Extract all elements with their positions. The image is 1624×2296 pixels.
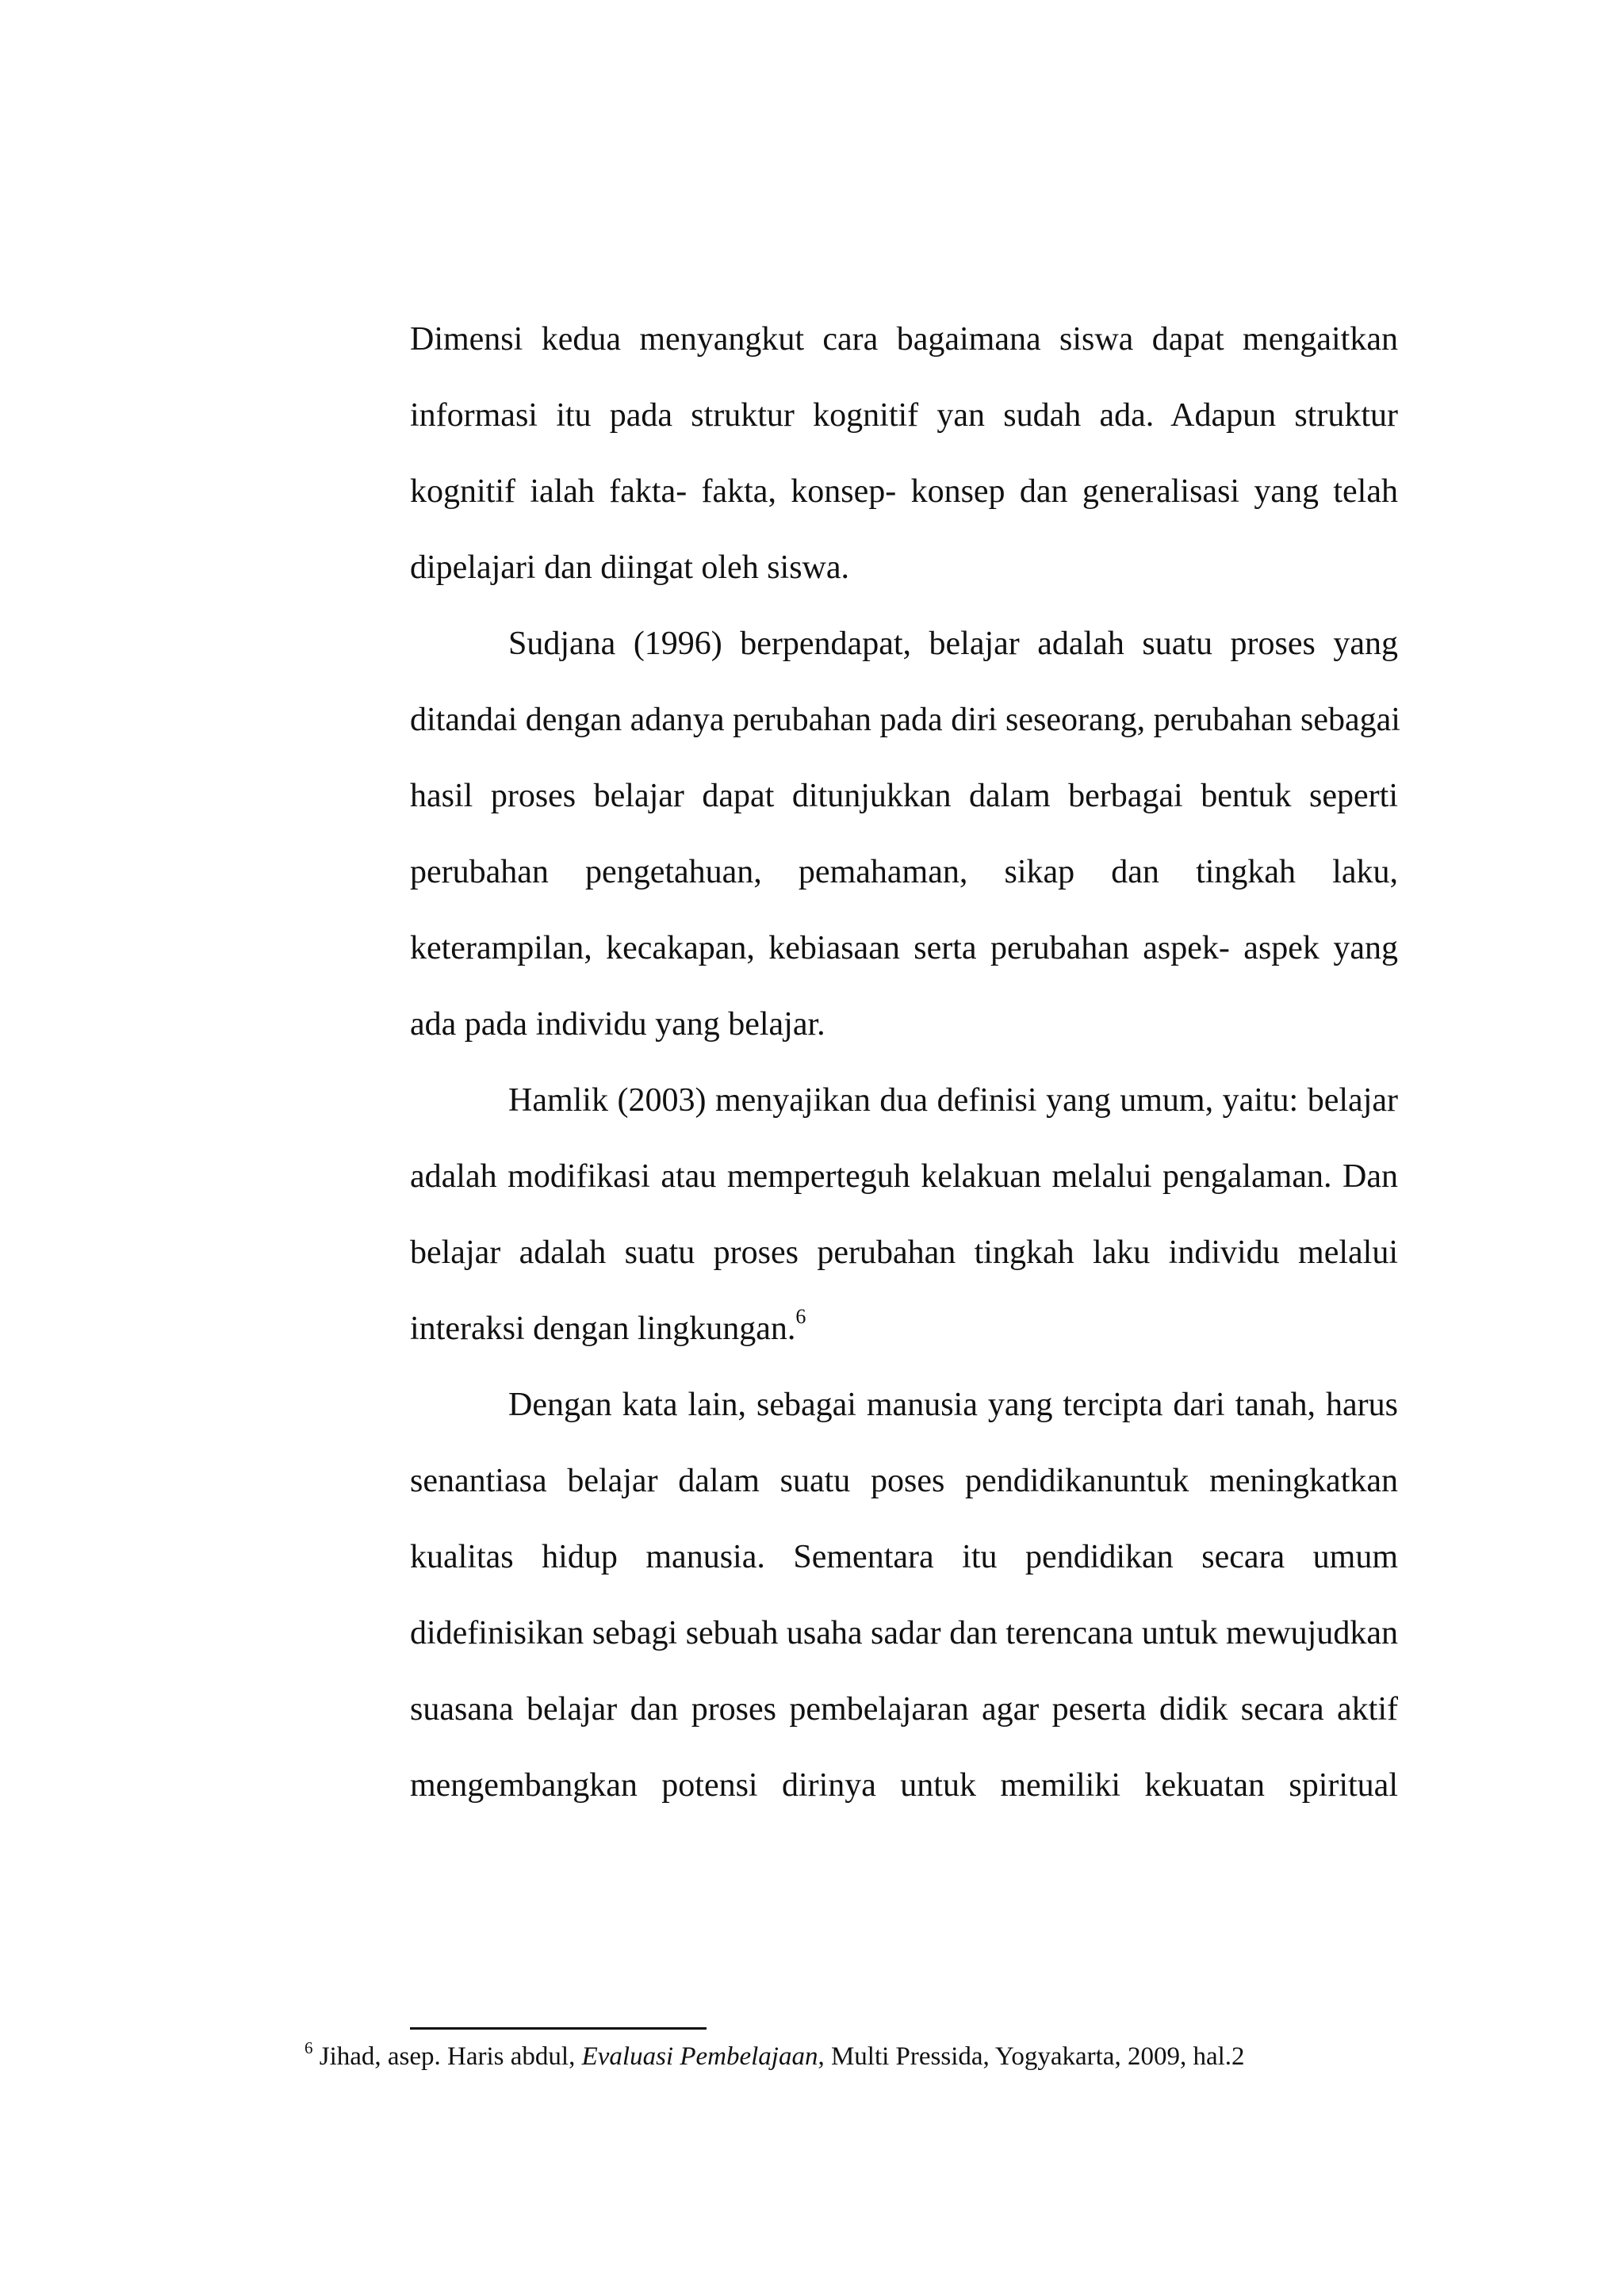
footnote-number: 6 (304, 2038, 313, 2057)
text-line: Sudjana (1996) berpendapat, belajar adalah suatu proses yang (508, 626, 1398, 662)
text-line: didefinisikan sebagi sebuah usaha sadar dan terencana untuk mewujudkan (410, 1615, 1398, 1651)
text-line: mengembangkan potensi dirinya untuk memiliki kekuatan spiritual (410, 1767, 1398, 1804)
text-line: Dimensi kedua menyangkut cara bagaimana siswa dapat mengaitkan (410, 321, 1398, 358)
text-line: senantiasa belajar dalam suatu poses pendidikanuntuk meningkatkan (410, 1463, 1398, 1499)
footnote-prefix: Jihad, asep. Haris abdul, (319, 2042, 582, 2071)
footnote-suffix: , Multi Pressida, Yogyakarta, 2009, hal.2 (818, 2042, 1245, 2071)
text-line: keterampilan, kecakapan, kebiasaan serta perubahan aspek- aspek yang (410, 930, 1398, 966)
text-line: ada pada individu yang belajar. (410, 1006, 825, 1043)
text-line: adalah modifikasi atau memperteguh kelakuan melalui pengalaman. Dan (410, 1158, 1398, 1195)
text-line: hasil proses belajar dapat ditunjukkan dalam berbagai bentuk seperti (410, 778, 1398, 814)
text-line: informasi itu pada struktur kognitif yan sudah ada. Adapun struktur (410, 397, 1398, 434)
text-line: ditandai dengan adanya perubahan pada diri seseorang, perubahan sebagai (410, 702, 1400, 738)
footnote-separator (410, 2027, 707, 2030)
text-line-content: interaksi dengan lingkungan. (410, 1311, 796, 1347)
text-line: perubahan pengetahuan, pemahaman, sikap dan tingkah laku, (410, 854, 1398, 890)
text-line: Hamlik (2003) menyajikan dua definisi yang umum, yaitu: belajar (508, 1082, 1398, 1119)
footnote-title: Evaluasi Pembelajaan (581, 2042, 818, 2071)
body-text (410, 301, 1398, 1823)
text-line: kognitif ialah fakta- fakta, konsep- konsep dan generalisasi yang telah (410, 473, 1398, 510)
footnote (304, 2036, 1573, 2077)
text-line: suasana belajar dan proses pembelajaran agar peserta didik secara aktif (410, 1691, 1398, 1728)
text-line: dipelajari dan diingat oleh siswa. (410, 549, 850, 586)
text-line: Dengan kata lain, sebagai manusia yang tercipta dari tanah, harus (508, 1387, 1398, 1423)
text-line: belajar adalah suatu proses perubahan tingkah laku individu melalui (410, 1234, 1398, 1271)
text-line: kualitas hidup manusia. Sementara itu pendidikan secara umum (410, 1539, 1398, 1575)
footnote-reference[interactable]: 6 (795, 1305, 806, 1328)
text-line (410, 1291, 1398, 1367)
